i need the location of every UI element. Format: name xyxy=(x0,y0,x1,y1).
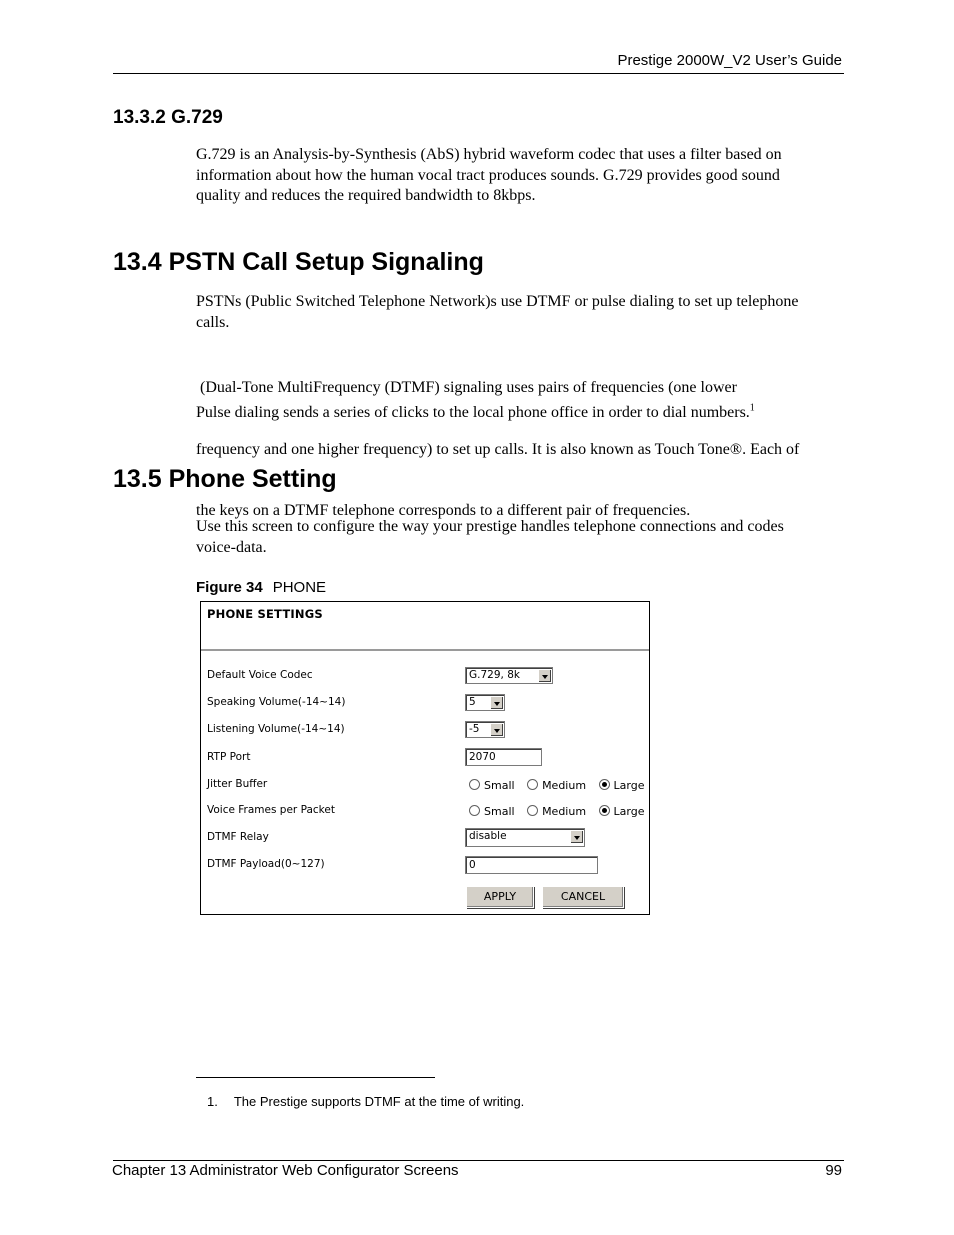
panel-title: PHONE SETTINGS xyxy=(207,607,323,621)
figure-title: PHONE xyxy=(272,579,327,596)
chevron-down-icon[interactable] xyxy=(538,669,551,682)
running-header: Prestige 2000W_V2 User’s Guide xyxy=(617,52,842,69)
dtmf-payload-input[interactable] xyxy=(465,856,598,874)
text-line: the keys on a DTMF telephone corresponds to a different pair of frequencies. xyxy=(196,502,691,519)
footnote-text: The Prestige supports DTMF at the time of writing. xyxy=(233,1094,525,1109)
radio-label: Large xyxy=(613,805,645,818)
footer-chapter: Chapter 13 Administrator Web Configurator Screens xyxy=(112,1162,459,1179)
select-value: G.729, 8k xyxy=(469,669,520,681)
pstn-paragraph-3 xyxy=(196,403,846,424)
phone-paragraph xyxy=(196,517,846,558)
g729-paragraph xyxy=(196,145,846,207)
cancel-button[interactable]: CANCEL xyxy=(542,886,624,908)
radio-option-small[interactable] xyxy=(469,779,515,792)
default-codec-label: Default Voice Codec xyxy=(207,669,313,681)
radio-label: Small xyxy=(484,779,515,792)
page-number: 99 xyxy=(825,1162,842,1179)
radio-button[interactable] xyxy=(469,805,480,816)
text-line: Use this screen to configure the way your prestige handles telephone connections and codes xyxy=(196,518,784,535)
rtp-port-label: RTP Port xyxy=(207,751,251,763)
figure-label: Figure 34 xyxy=(196,579,263,596)
header-rule xyxy=(113,73,844,74)
footer-rule xyxy=(113,1160,844,1161)
select-value: 5 xyxy=(469,696,476,708)
radio-label: Medium xyxy=(542,779,587,792)
select-value: disable xyxy=(469,830,507,842)
footnote xyxy=(207,1094,524,1109)
voice-frames-label: Voice Frames per Packet xyxy=(207,804,335,816)
phone-settings-panel xyxy=(200,601,650,915)
text-line: PSTNs (Public Switched Telephone Network)s use DTMF or pulse dialing to set up telephone xyxy=(196,293,799,310)
dtmf-relay-select[interactable] xyxy=(465,828,585,847)
radio-label: Medium xyxy=(542,805,587,818)
pstn-paragraph-1 xyxy=(196,292,846,333)
footnote-ref: 1 xyxy=(749,402,755,414)
radio-button[interactable] xyxy=(527,779,538,790)
listening-volume-label: Listening Volume(-14~14) xyxy=(207,723,345,735)
radio-option-medium[interactable] xyxy=(527,779,586,792)
radio-option-large[interactable] xyxy=(599,779,645,792)
text-line: (Dual-Tone MultiFrequency (DTMF) signaling uses pairs of frequencies (one lower xyxy=(196,379,737,396)
panel-divider xyxy=(201,649,649,651)
section-heading-g729: 13.3.2 G.729 xyxy=(113,107,223,128)
text-line: G.729 is an Analysis-by-Synthesis (AbS) hybrid waveform codec that uses a filter based on xyxy=(196,146,782,163)
section-heading-pstn: 13.4 PSTN Call Setup Signaling xyxy=(113,248,484,276)
radio-label: Large xyxy=(613,779,645,792)
select-value: -5 xyxy=(469,723,480,735)
chevron-down-icon[interactable] xyxy=(490,696,503,709)
speaking-volume-label: Speaking Volume(-14~14) xyxy=(207,696,346,708)
jitter-buffer-radio-group xyxy=(469,779,654,792)
radio-option-large[interactable] xyxy=(599,805,645,818)
input-value: 2070 xyxy=(469,751,496,763)
radio-label: Small xyxy=(484,805,515,818)
text-line: calls. xyxy=(196,313,230,331)
text-line: frequency and one higher frequency) to set up calls. It is also known as Touch Tone®. Each of xyxy=(196,440,800,458)
section-heading-phone: 13.5 Phone Setting xyxy=(113,465,337,493)
text-line: quality and reduces the required bandwidth to 8kbps. xyxy=(196,187,536,204)
speaking-volume-select[interactable] xyxy=(465,694,505,711)
input-value: 0 xyxy=(469,859,476,871)
default-codec-select[interactable] xyxy=(465,667,553,684)
dtmf-relay-label: DTMF Relay xyxy=(207,831,269,843)
text-line: Pulse dialing sends a series of clicks to the local phone office in order to dial numbers. xyxy=(196,404,750,421)
figure-caption xyxy=(196,579,326,596)
apply-button[interactable]: APPLY xyxy=(466,886,534,908)
radio-button[interactable] xyxy=(469,779,480,790)
radio-button-selected[interactable] xyxy=(599,779,610,790)
radio-button[interactable] xyxy=(527,805,538,816)
radio-option-medium[interactable] xyxy=(527,805,586,818)
rtp-port-input[interactable] xyxy=(465,748,542,766)
footnote-number: 1. xyxy=(207,1094,218,1109)
footnote-rule xyxy=(196,1077,435,1078)
jitter-buffer-label: Jitter Buffer xyxy=(207,778,268,790)
chevron-down-icon[interactable] xyxy=(490,723,503,736)
radio-button-selected[interactable] xyxy=(599,805,610,816)
voice-frames-radio-group xyxy=(469,805,654,818)
text-line: voice-data. xyxy=(196,538,267,556)
radio-option-small[interactable] xyxy=(469,805,515,818)
chevron-down-icon[interactable] xyxy=(570,830,583,843)
text-line: information about how the human vocal tract produces sounds. G.729 provides good sound xyxy=(196,166,780,184)
listening-volume-select[interactable] xyxy=(465,721,505,738)
pstn-paragraph-2 xyxy=(196,337,846,542)
dtmf-payload-label: DTMF Payload(0~127) xyxy=(207,858,325,870)
